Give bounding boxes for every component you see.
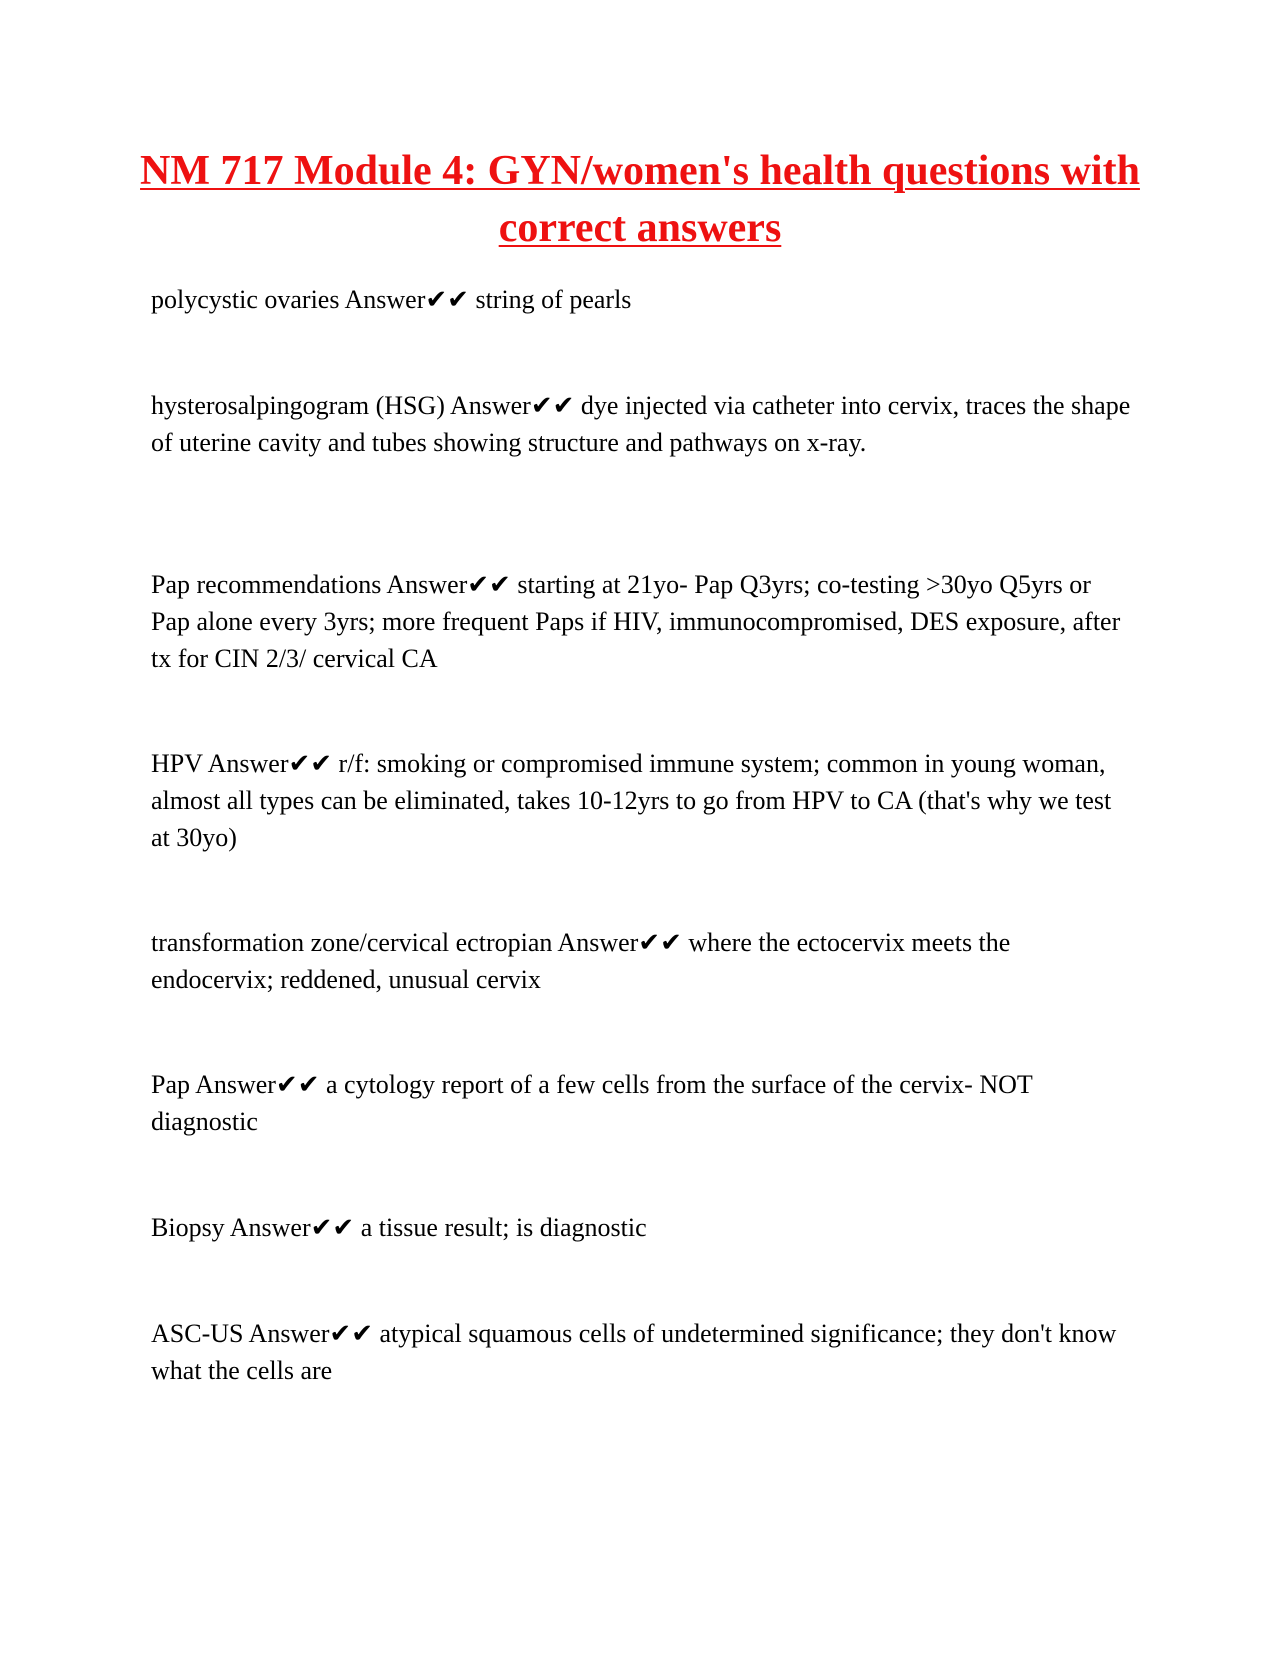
qa-item-pap: Pap Answer✔✔ a cytology report of a few cells from the surface of the cervix- NOT diagnostic	[151, 1070, 1033, 1136]
qa-item-transformation-zone: transformation zone/cervical ectropian Answer✔✔ where the ectocervix meets the endocervix; reddened, unusual cervix	[151, 928, 1011, 994]
qa-item-hpv: HPV Answer✔✔ r/f: smoking or compromised immune system; common in young woman, almost all types can be eliminated, takes 10-12yrs to go from HPV to CA (that's why we test at 30yo)	[151, 749, 1112, 852]
qa-item-hsg: hysterosalpingogram (HSG) Answer✔✔ dye injected via catheter into cervix, traces the shape of uterine cavity and tubes showing structure and pathways on x-ray.	[151, 391, 1131, 457]
document-title: NM 717 Module 4: GYN/women's health questions with correct answers	[140, 148, 1140, 251]
qa-item-pap-recommendations: Pap recommendations Answer✔✔ starting at 21yo- Pap Q3yrs; co-testing >30yo Q5yrs or Pap alone every 3yrs; more frequent Paps if HIV, immunocompromised, DES exposure, after tx for CIN 2/3/ cervical CA	[151, 570, 1121, 673]
qa-item-asc-us: ASC-US Answer✔✔ atypical squamous cells of undetermined significance; they don't know what the cells are	[151, 1319, 1117, 1385]
qa-item-polycystic-ovaries: polycystic ovaries Answer✔✔ string of pearls	[151, 285, 632, 314]
qa-item-biopsy: Biopsy Answer✔✔ a tissue result; is diagnostic	[151, 1213, 647, 1242]
